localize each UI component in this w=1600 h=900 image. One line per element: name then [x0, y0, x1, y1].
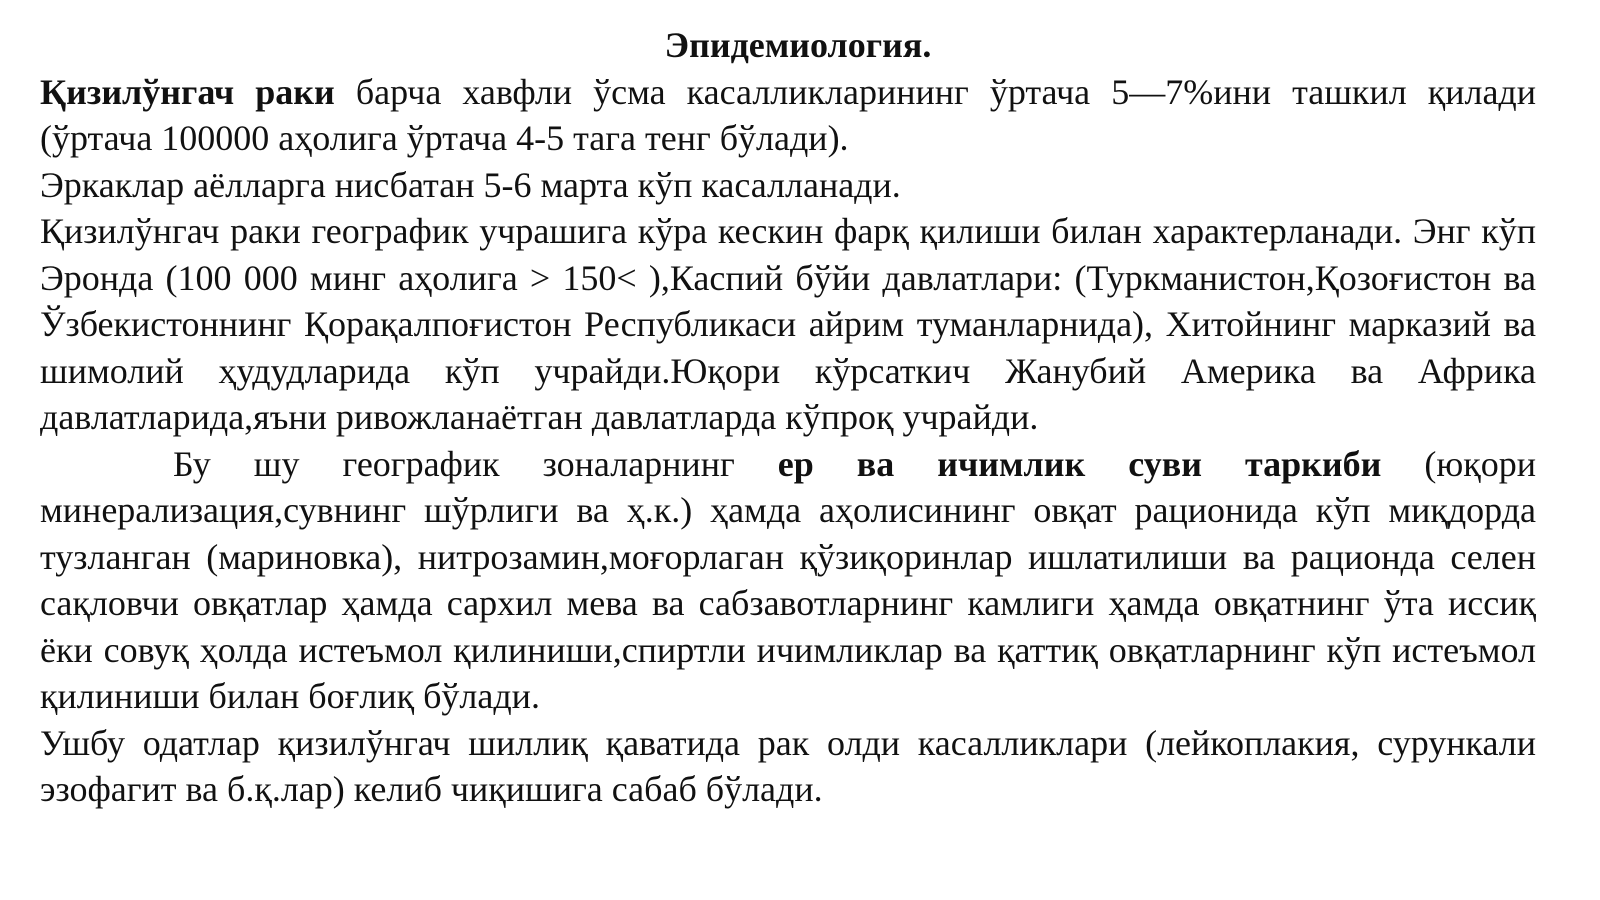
paragraph-intro: [40, 69, 1536, 162]
document-page: [40, 22, 1536, 813]
paragraph-gender: [40, 162, 1536, 209]
paragraph-text: Эркаклар аёлларга нисбатан 5-6 марта кўп касалланади.: [40, 164, 901, 205]
paragraph-causes: [40, 441, 1536, 720]
document-title: Эпидемиология.: [664, 25, 932, 65]
paragraph-text: Қизилўнгач раки географик учрашига кўра кескин фарқ қилиши билан характерланади. Энг кўп Эронда (100 000 минг аҳолига > 150< ),Каспий бўйи давлатлари: (Туркманистон,Қозоғистон ва Ўзбекистоннинг Қорақалпоғистон Республикаси айрим туманларнида), Хитойнинг марказий ва шимолий ҳудудларида кўп учрайди.Юқори кўрсаткич Жанубий Америка ва Африка давлатларида,яъни ривожланаётган давлатларда кўпроқ учрайди.: [40, 211, 1536, 437]
paragraph-geography: [40, 208, 1536, 441]
paragraph-text: (юқори минерализация,сувнинг шўрлиги ва ҳ.к.) ҳамда аҳолисининг овқат рационида кўп миқдорда тузланган (мариновка), нитрозамин,моғорлаган қўзиқоринлар ишлатилиши ва рационда селен сақловчи овқатлар ҳамда сархил мева ва сабзавотларнинг камлиги ҳамда овқатнинг ўта иссиқ ёки совуқ ҳолда истеъмол қилиниши,спиртли ичимликлар ва қаттиқ овқатларнинг кўп истеъмол қилиниши билан боғлиқ бўлади.: [40, 443, 1537, 716]
paragraph-text: барча хавфли ўсма касалликларининг ўртача 5—7%ини ташкил қилади (ўртача 100000 аҳолига ўртача 4-5 тага тенг бўлади).: [40, 71, 1536, 158]
bold-term: ер ва ичимлик суви таркиби: [777, 443, 1382, 484]
paragraph-habits: [40, 720, 1536, 813]
paragraph-text: Бу шу географик зоналарнинг: [173, 443, 778, 484]
paragraph-text: Ушбу одатлар қизилўнгач шиллиқ қаватида рак олди касалликлари (лейкоплакия, сурункали эзофагит ва б.қ.лар) келиб чиқишига сабаб бўлади.: [40, 722, 1536, 809]
bold-term: Қизилўнгач раки: [40, 71, 335, 112]
